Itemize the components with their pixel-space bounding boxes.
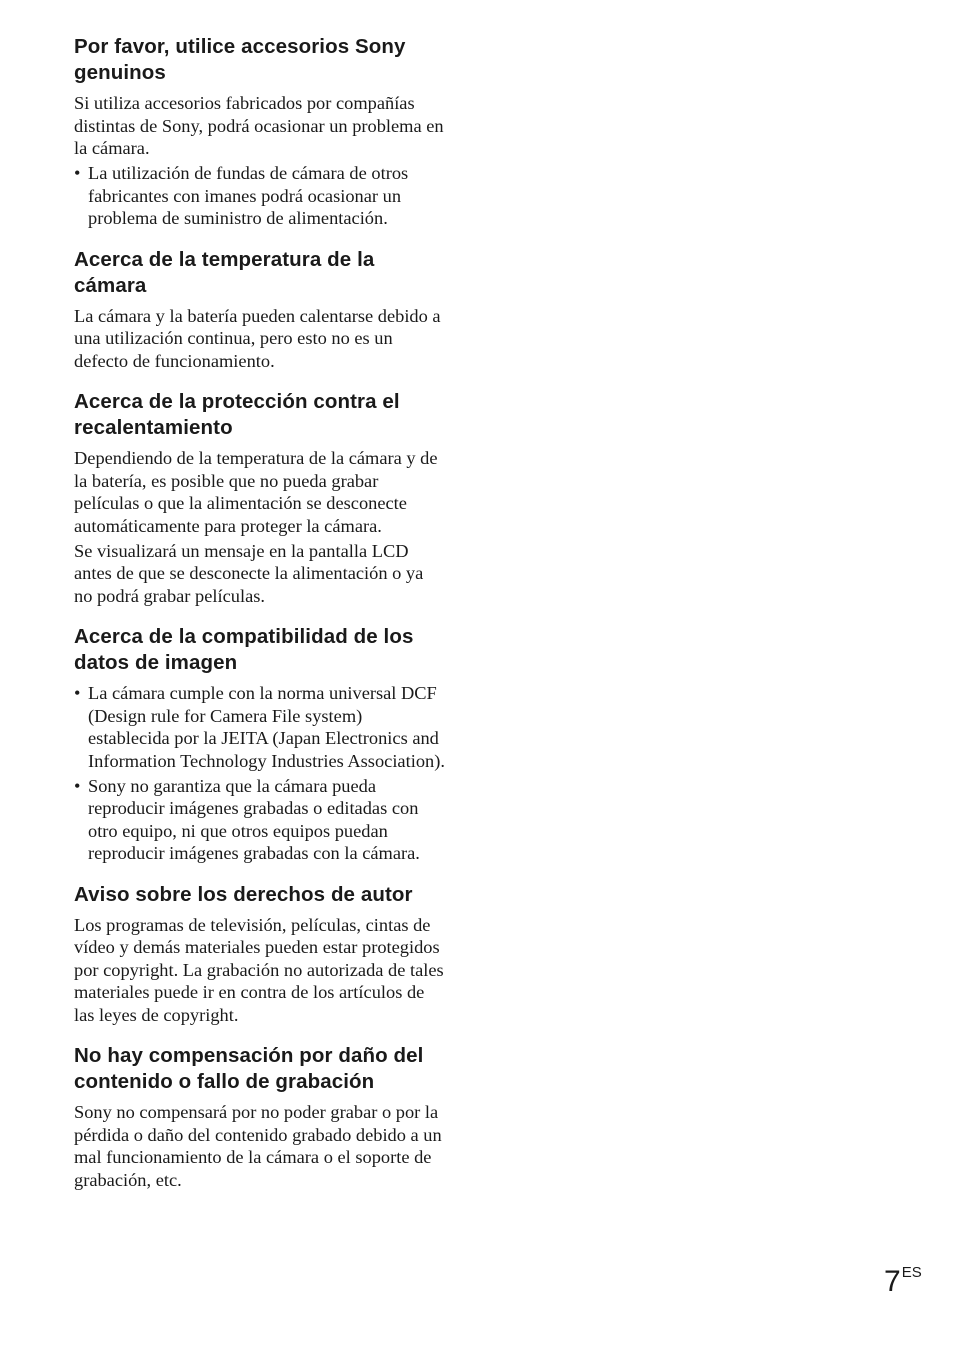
page-number-language: ES (901, 1264, 922, 1281)
bullet-dot: • (74, 683, 81, 703)
section-compatibilidad (74, 624, 446, 865)
section-paragraph: Se visualizará un mensaje en la pantalla LCD antes de que se desconecte la alimentación o ya no podrá grabar películas. (74, 540, 424, 606)
bullet-list (74, 162, 446, 230)
section-accesorios (74, 34, 446, 230)
section-heading: Por favor, utilice accesorios Sony genuinos (74, 35, 406, 84)
section-heading: No hay compensación por daño del contenido o fallo de grabación (74, 1044, 424, 1093)
text-column (74, 34, 446, 1208)
bullet-item (74, 775, 446, 865)
section-recalentamiento (74, 389, 446, 607)
section-compensacion (74, 1043, 446, 1191)
page-number-value: 7 (884, 1265, 901, 1298)
bullet-dot: • (74, 775, 81, 796)
section-temperatura (74, 247, 446, 373)
bullet-item (74, 682, 446, 772)
bullet-text: La cámara cumple con la norma universal DCF (Design rule for Camera File system) establecida por la JEITA (Japan Electronics and Information Technology Industries Association). (88, 683, 445, 771)
bullet-dot: • (74, 163, 81, 183)
section-heading: Acerca de la compatibilidad de los datos de imagen (74, 625, 414, 674)
section-paragraph: La cámara y la batería pueden calentarse debido a una utilización continua, pero esto no es un defecto de funcionamiento. (74, 305, 441, 371)
section-derechos-autor (74, 882, 446, 1027)
page-number (884, 1264, 922, 1300)
bullet-list (74, 682, 446, 865)
bullet-text: Sony no garantiza que la cámara pueda reproducir imágenes grabadas o editadas con otro equipo, ni que otros equipos puedan reproducir imágenes grabadas con la cámara. (88, 775, 420, 863)
section-heading: Acerca de la protección contra el recalentamiento (74, 390, 400, 439)
section-paragraph: Los programas de televisión, películas, cintas de vídeo y demás materiales pueden estar protegidos por copyright. La grabación no autorizada de tales materiales puede ir en contra de los artículos de las leyes de copyright. (74, 914, 444, 1025)
section-heading: Aviso sobre los derechos de autor (74, 882, 413, 906)
section-paragraph: Si utiliza accesorios fabricados por compañías distintas de Sony, podrá ocasionar un problema en la cámara. (74, 93, 444, 158)
bullet-item (74, 162, 446, 230)
section-paragraph: Dependiendo de la temperatura de la cámara y de la batería, es posible que no pueda grabar películas o que la alimentación se desconecte automáticamente para proteger la cámara. (74, 448, 438, 536)
section-heading: Acerca de la temperatura de la cámara (74, 247, 375, 297)
bullet-text: La utilización de fundas de cámara de otros fabricantes con imanes podrá ocasionar un problema de suministro de alimentación. (88, 163, 409, 228)
section-paragraph: Sony no compensará por no poder grabar o por la pérdida o daño del contenido grabado debido a un mal funcionamiento de la cámara o el soporte de grabación, etc. (74, 1102, 442, 1190)
